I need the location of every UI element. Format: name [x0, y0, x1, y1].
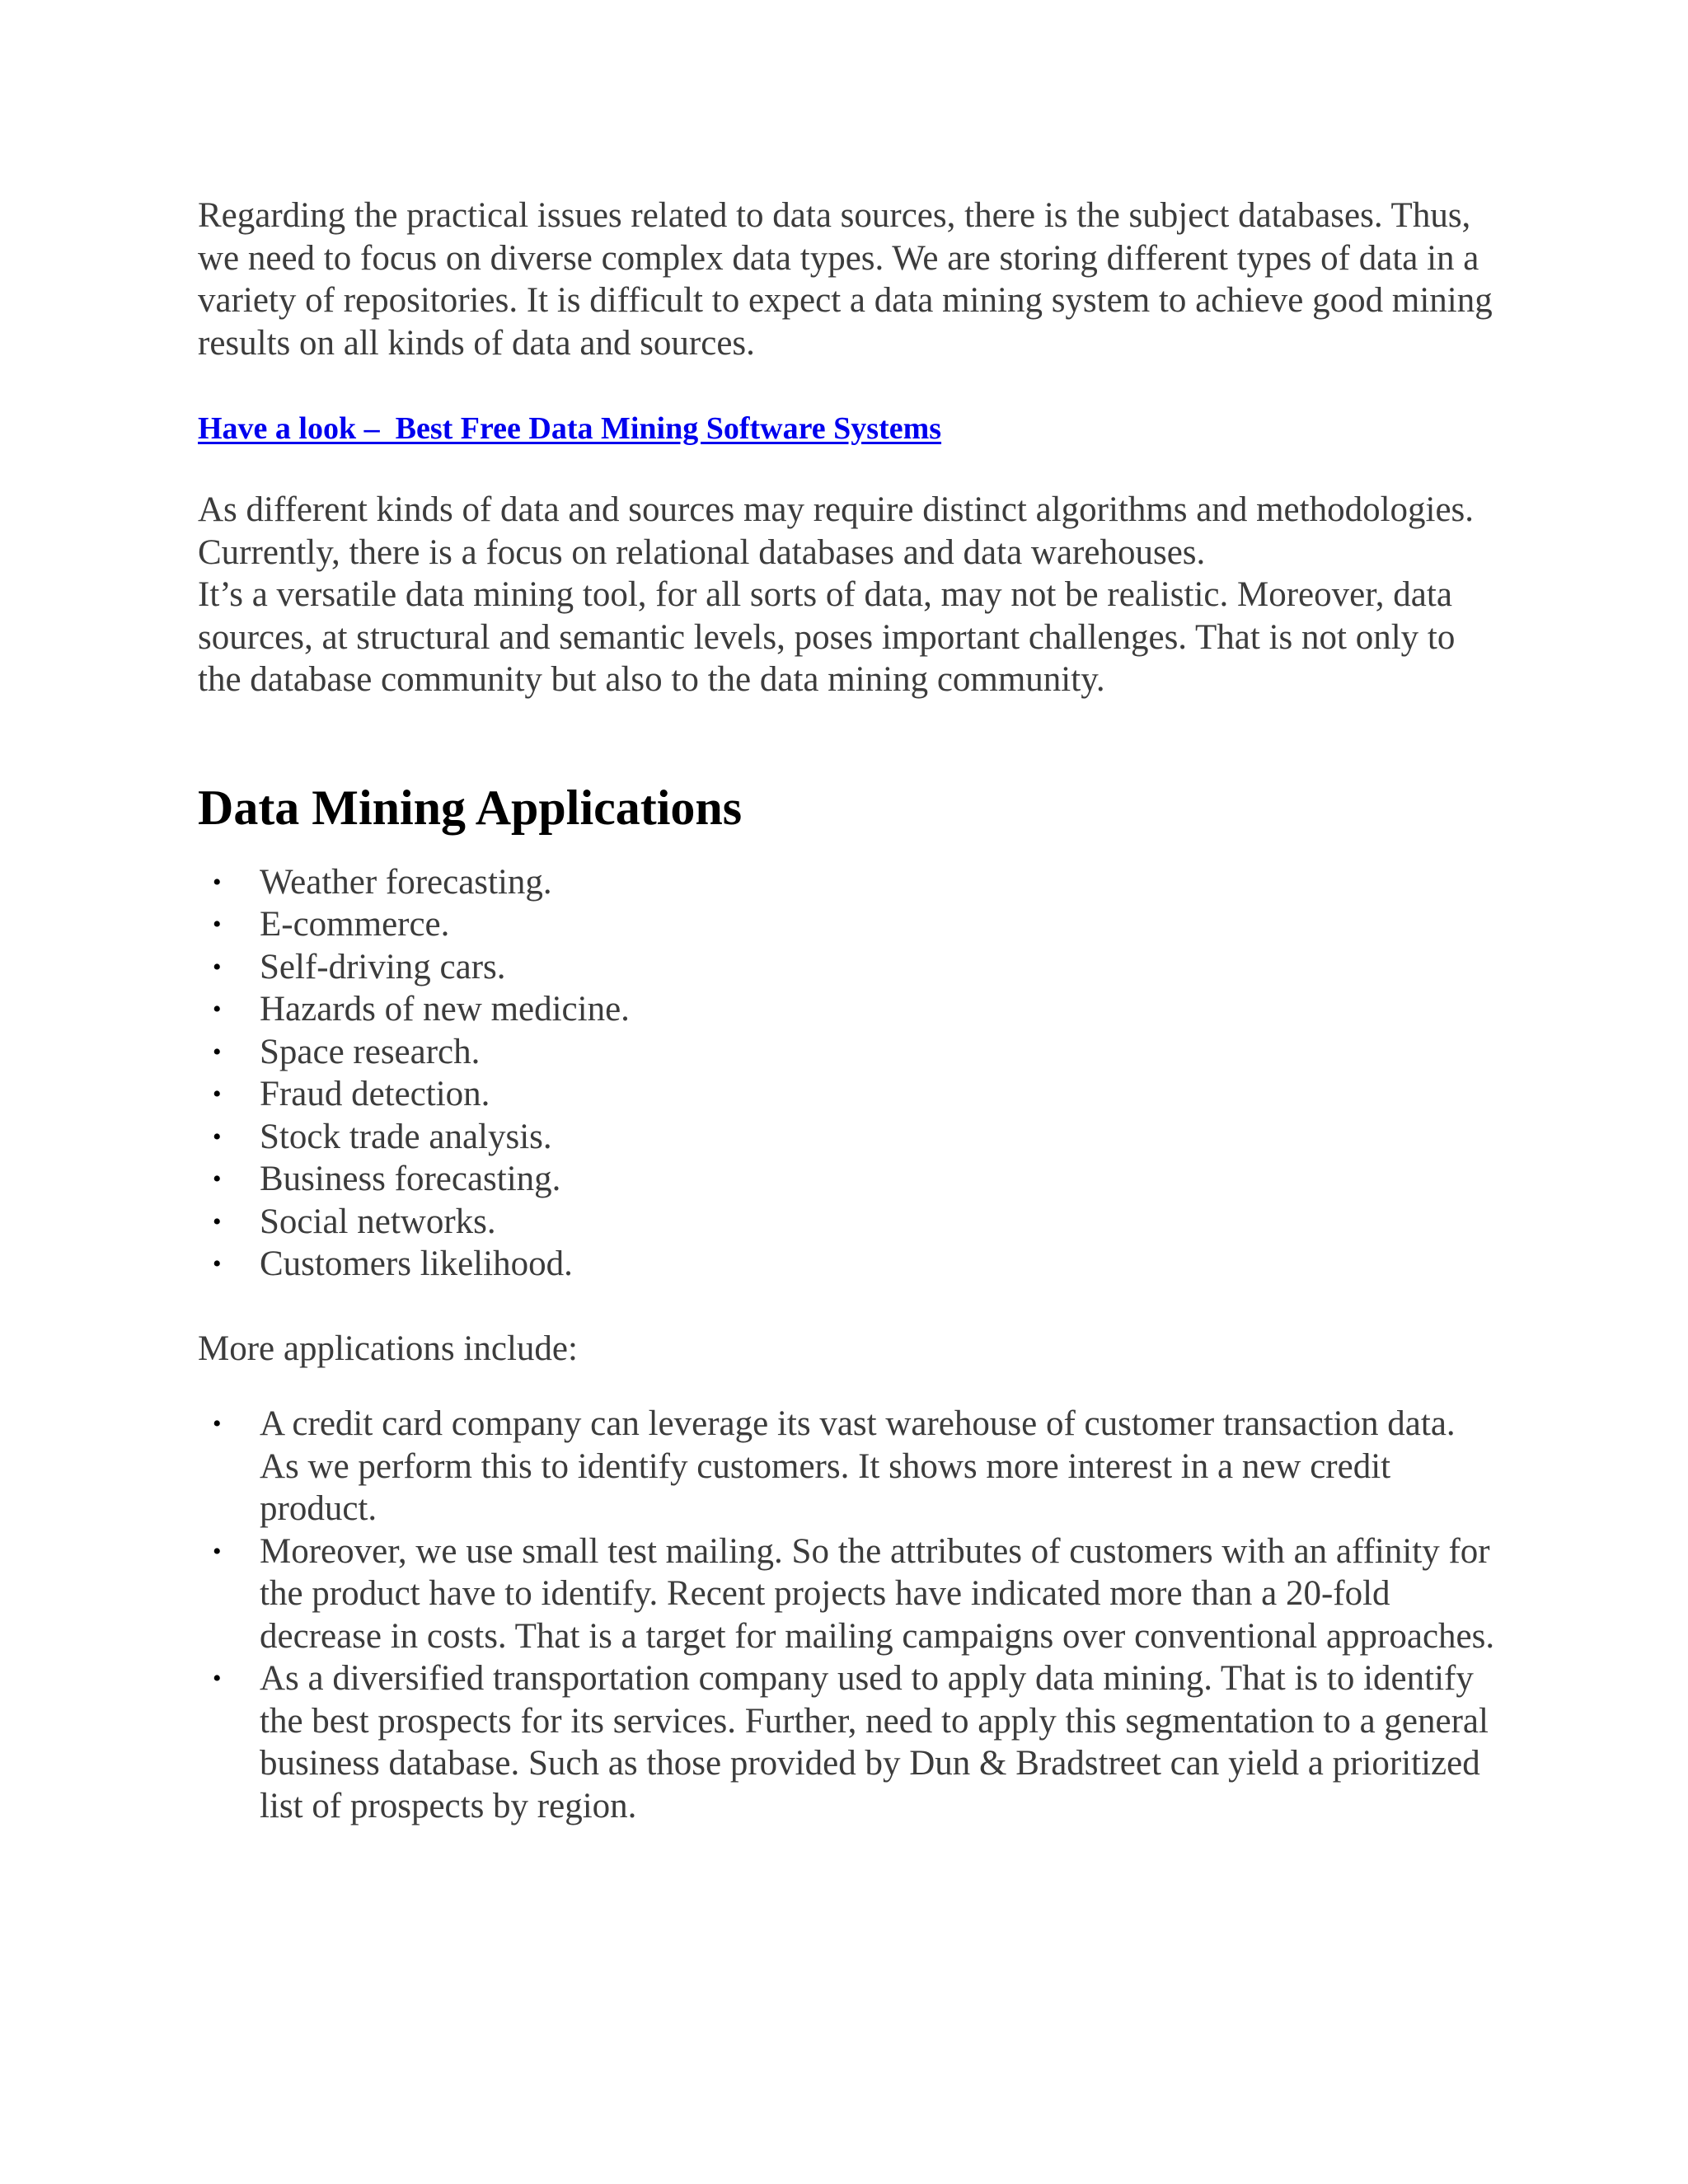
list-item: • E-commerce.: [198, 903, 1500, 946]
paragraph-2: As different kinds of data and sources may require distinct algorithms and methodologies. Currently, there is a focus on relational databases and data warehouses.: [198, 490, 1475, 572]
bullet-icon: •: [213, 996, 222, 1023]
list-item: • A credit card company can leverage its vast warehouse of customer transaction data. As we perform this to identify customers. It shows more interest in a new credit product.: [213, 1404, 1456, 1528]
more-applications-intro: More applications include:: [198, 1329, 578, 1368]
list-item: • Moreover, we use small test mailing. So the attributes of customers with an affinity for the product have to identify. Recent projects have indicated more than a 20-fold decrease in costs. That is a target for mailing campaigns over conventional approaches.: [213, 1531, 1495, 1656]
list-item: • As a diversified transportation company used to apply data mining. That is to identify the best prospects for its services. Further, need to apply this segmentation to a general business database. Such as those provided by Dun & Bradstreet can yield a prioritized list of prospects by region.: [213, 1659, 1489, 1825]
list-item: • Stock trade analysis.: [198, 1116, 1500, 1159]
more-applications-list: [198, 1403, 1500, 1827]
section-heading: Data Mining Applications: [198, 780, 743, 835]
link-line: [198, 408, 1500, 450]
bullet-icon: •: [213, 953, 222, 981]
bullet-icon: •: [213, 868, 222, 896]
paragraph-3: It’s a versatile data mining tool, for all sorts of data, may not be realistic. Moreover, data sources, at structural and semantic levels, poses important challenges. That is not only to the database community but also to the data mining community.: [198, 575, 1456, 699]
list-item: • Social networks.: [198, 1201, 1500, 1244]
intro-paragraph: Regarding the practical issues related to data sources, there is the subject databases. Thus, we need to focus on diverse complex data types. We are storing different types of data in a variety of repositories. It is difficult to expect a data mining system to achieve good mining results on all kinds of data and sources.: [198, 196, 1493, 363]
list-item: • Space research.: [198, 1031, 1500, 1074]
list-item: • Hazards of new medicine.: [198, 988, 1500, 1031]
bullet-icon: •: [213, 1038, 222, 1066]
bullet-icon: •: [213, 1665, 222, 1692]
bullet-icon: •: [213, 1080, 222, 1108]
list-item: • Self-driving cars.: [198, 946, 1500, 989]
list-item: • Weather forecasting.: [198, 861, 1500, 904]
bullet-icon: •: [213, 1207, 222, 1235]
list-item: • Customers likelihood.: [198, 1243, 1500, 1286]
bullet-icon: •: [213, 1410, 222, 1437]
bullet-icon: •: [213, 1165, 222, 1193]
applications-list: [198, 861, 1500, 1286]
document-page: [198, 194, 1500, 1827]
bullet-icon: •: [213, 1250, 222, 1277]
list-item: • Business forecasting.: [198, 1158, 1500, 1201]
bullet-icon: •: [213, 1122, 222, 1151]
best-free-data-mining-software-link[interactable]: Have a look – Best Free Data Mining Software Systems: [198, 411, 942, 446]
bullet-icon: •: [213, 1537, 222, 1565]
bullet-icon: •: [213, 911, 222, 938]
list-item: • Fraud detection.: [198, 1073, 1500, 1116]
